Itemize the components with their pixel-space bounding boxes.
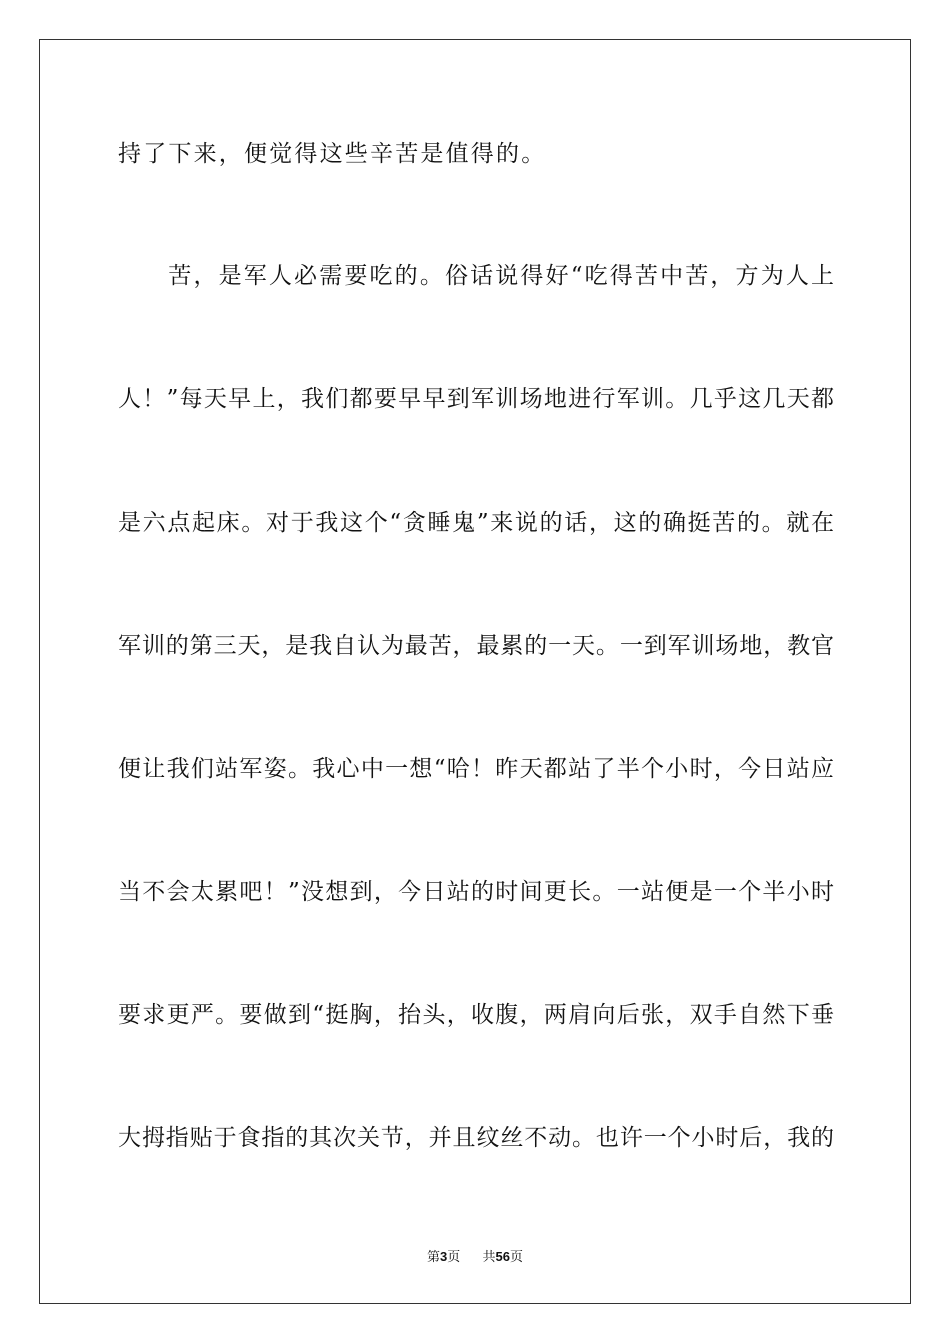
text-line-5: 军训的第三天，是我自认为最苦，最累的一天。一到军训场地，教官 <box>118 633 834 659</box>
page-prefix: 第 <box>426 1250 440 1265</box>
page-frame <box>39 39 911 1304</box>
page-suffix: 页 <box>447 1250 461 1265</box>
text-line-9: 大拇指贴于食指的其次关节，并且纹丝不动。也许一个小时后，我的 <box>118 1125 834 1151</box>
total-prefix: 共 <box>482 1250 496 1265</box>
text-line-7: 当不会太累吧！”没想到，今日站的时间更长。一站便是一个半小时 <box>118 879 834 905</box>
total-pages: 56 <box>495 1249 510 1264</box>
page-number: 3 <box>439 1249 448 1264</box>
text-line-1: 持了下来，便觉得这些辛苦是值得的。 <box>118 141 547 167</box>
text-line-8: 要求更严。要做到“挺胸，抬头，收腹，两肩向后张，双手自然下垂 <box>118 1002 834 1028</box>
text-line-4: 是六点起床。对于我这个“贪睡鬼”来说的话，这的确挺苦的。就在 <box>118 510 834 536</box>
page-footer <box>0 1248 950 1267</box>
total-suffix: 页 <box>510 1250 524 1265</box>
text-line-2: 苦，是军人必需要吃的。俗话说得好“吃得苦中苦，方为人上 <box>118 263 834 289</box>
text-line-3: 人！”每天早上，我们都要早早到军训场地进行军训。几乎这几天都 <box>118 386 834 412</box>
text-line-6: 便让我们站军姿。我心中一想“哈！昨天都站了半个小时，今日站应 <box>118 756 834 782</box>
